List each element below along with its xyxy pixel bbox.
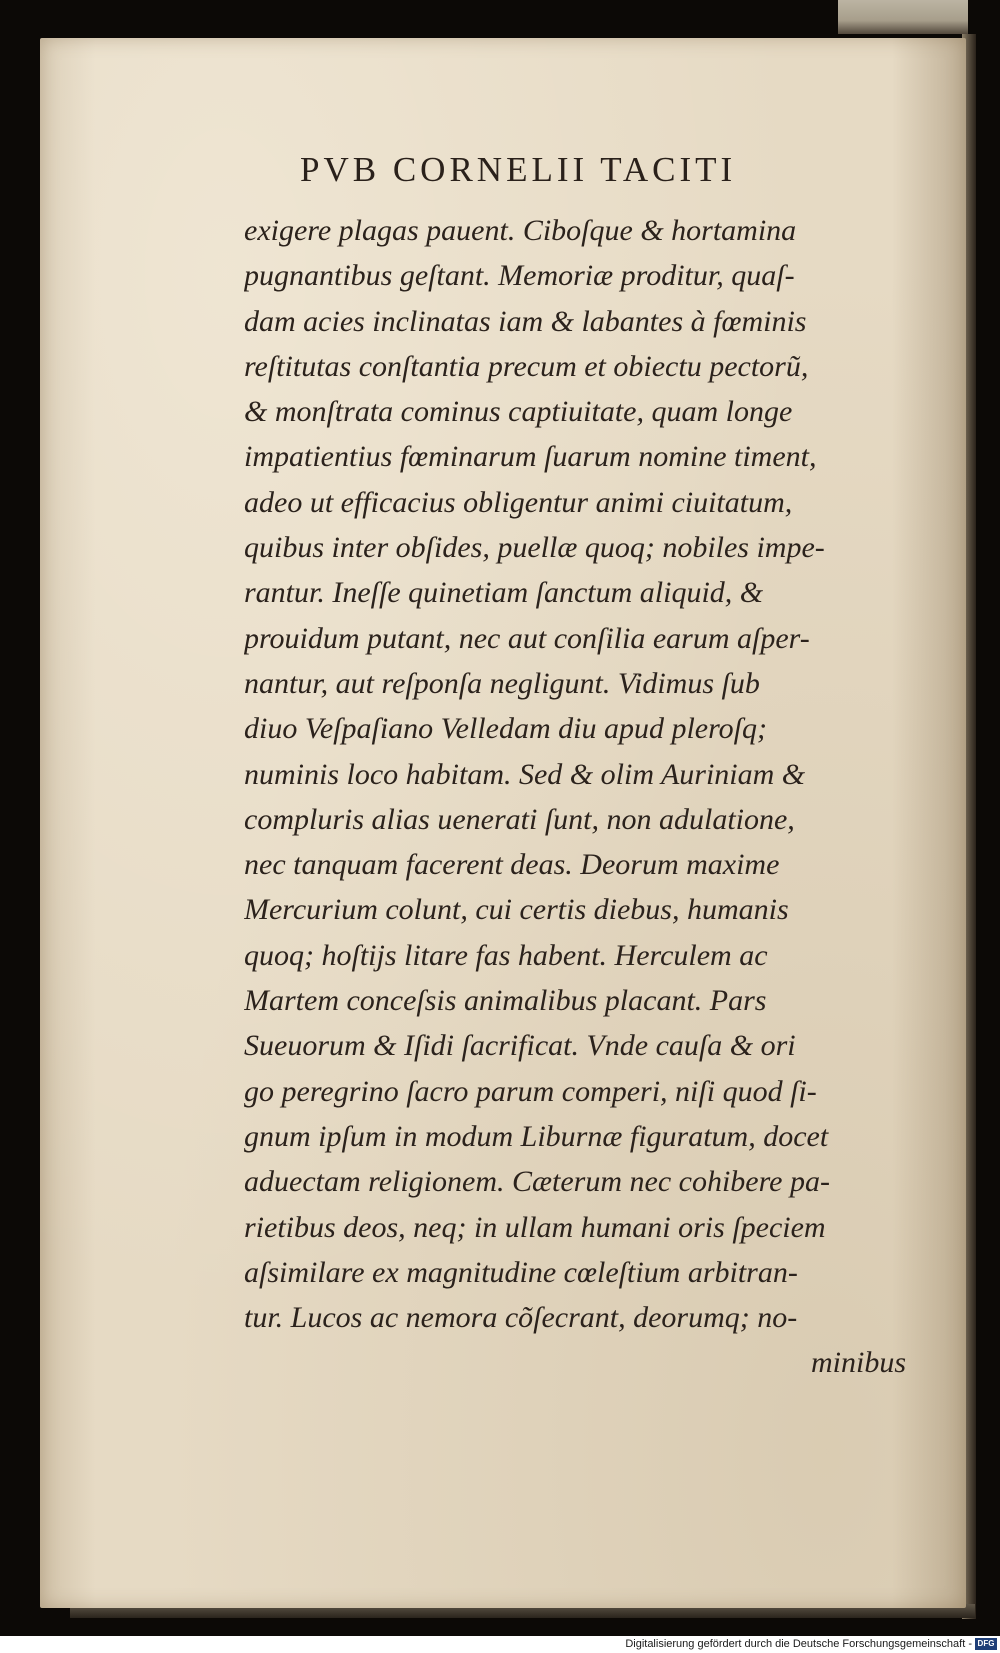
funding-credit: Digitalisierung gefördert durch die Deutsche Forschungsgemeinschaft - [625, 1638, 972, 1650]
text-line: quoq; hoſtijs litare fas habent. Herculem ac [244, 938, 768, 972]
text-line: go peregrino ſacro parum comperi, niſi quod ſi- [244, 1074, 817, 1108]
text-line: exigere plagas pauent. Ciboſque & hortamina [244, 214, 797, 247]
text-line: nec tanquam facerent deas. Deorum maxime [244, 848, 780, 882]
catchword: minibus [810, 1346, 906, 1380]
text-line: impatientius fœminarum ſuarum nomine timent, [244, 440, 817, 474]
text-line: numinis loco habitam. Sed & olim Auriniam & [244, 757, 806, 791]
text-line: adeo ut efficacius obligentur animi ciuitatum, [244, 485, 793, 519]
text-line: rietibus deos, neq; in ullam humani oris ſpeciem [244, 1210, 826, 1244]
text-line: & monſtrata cominus captiuitate, quam longe [244, 395, 793, 429]
text-line: pugnantibus geſtant. Memoriæ proditur, quaſ- [244, 259, 795, 293]
text-line: prouidum putant, nec aut conſilia earum aſper- [244, 621, 810, 655]
text-block [244, 208, 916, 1386]
text-line: tur. Lucos ac nemora cõſecrant, deorumq; no- [244, 1301, 798, 1335]
text-line: nantur, aut reſponſa negligunt. Vidimus ſub [244, 666, 760, 700]
paper-scrap [838, 0, 968, 34]
text-line: Sueuorum & Iſidi ſacrificat. Vnde cauſa & ori [244, 1029, 796, 1063]
text-line: dam acies inclinatas iam & labantes à fœminis [244, 304, 807, 338]
text-line: rantur. Ineſſe quinetiam ſanctum aliquid, & [244, 576, 764, 610]
text-line: Martem conceſsis animalibus placant. Pars [244, 984, 767, 1018]
text-line: Mercurium colunt, cui certis diebus, humanis [244, 893, 789, 927]
running-head: PVB CORNELII TACITI [300, 150, 737, 189]
text-line: aſsimilare ex magnitudine cœleſtium arbitran- [244, 1255, 798, 1289]
text-line: gnum ipſum in modum Liburnæ figuratum, docet [244, 1119, 829, 1153]
text-line: reſtitutas conſtantia precum et obiectu pectorũ, [244, 349, 809, 383]
text-line: quibus inter obſides, puellæ quoq; nobiles impe- [244, 531, 825, 565]
text-line: aduectam religionem. Cæterum nec cohibere pa- [244, 1165, 830, 1199]
dfg-logo: DFG [975, 1638, 997, 1650]
text-line: diuo Veſpaſiano Velledam diu apud pleroſq; [244, 712, 767, 746]
footer-bar [0, 1636, 1000, 1653]
text-line: compluris alias uenerati ſunt, non adulatione, [244, 802, 795, 836]
